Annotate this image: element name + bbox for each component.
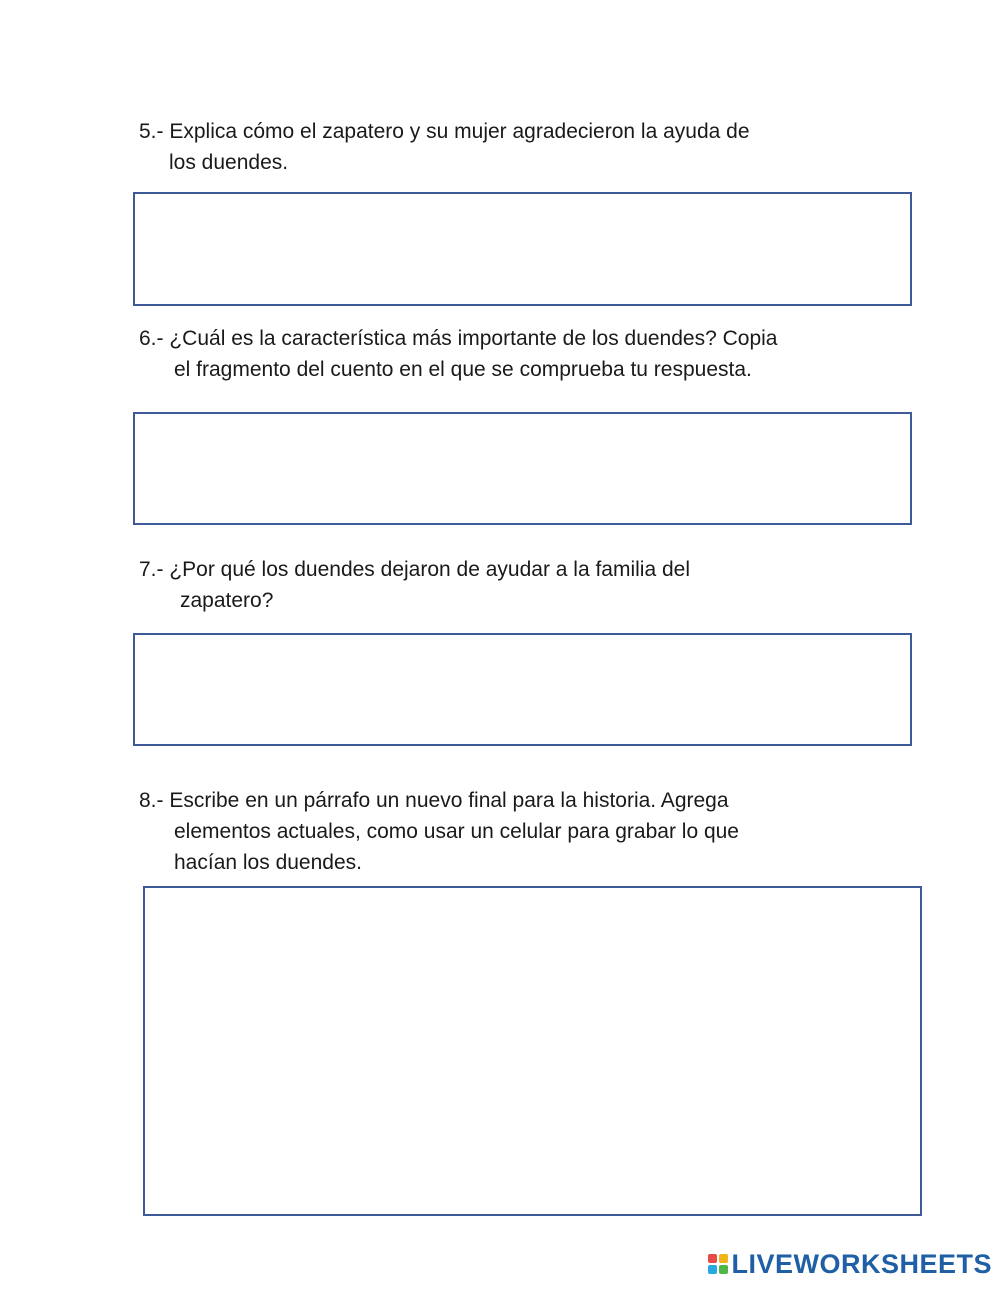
answer-box-6[interactable] <box>133 412 912 525</box>
question-5-line-1: 5.- Explica cómo el zapatero y su mujer agradecieron la ayuda de <box>139 120 750 143</box>
question-6-line-1: 6.- ¿Cuál es la característica más importante de los duendes? Copia <box>139 327 778 350</box>
question-8-line-2: elementos actuales, como usar un celular para grabar lo que <box>174 820 739 843</box>
liveworksheets-logo-icon <box>708 1254 728 1274</box>
liveworksheets-logo-text: LIVEWORKSHEETS <box>731 1248 992 1279</box>
answer-box-7[interactable] <box>133 633 912 746</box>
question-7-line-2: zapatero? <box>180 589 274 612</box>
question-8-line-1: 8.- Escribe en un párrafo un nuevo final para la historia. Agrega <box>139 789 729 812</box>
question-5 <box>139 116 750 178</box>
question-5-line-2: los duendes. <box>169 151 289 174</box>
liveworksheets-logo <box>708 1249 992 1279</box>
question-6-line-2: el fragmento del cuento en el que se comprueba tu respuesta. <box>174 358 752 381</box>
answer-box-8[interactable] <box>143 886 922 1216</box>
question-8 <box>139 785 739 878</box>
answer-box-5[interactable] <box>133 192 912 306</box>
question-6 <box>139 323 777 385</box>
question-7-line-1: 7.- ¿Por qué los duendes dejaron de ayudar a la familia del <box>139 558 691 581</box>
question-7 <box>139 554 690 616</box>
question-8-line-3: hacían los duendes. <box>174 851 362 874</box>
